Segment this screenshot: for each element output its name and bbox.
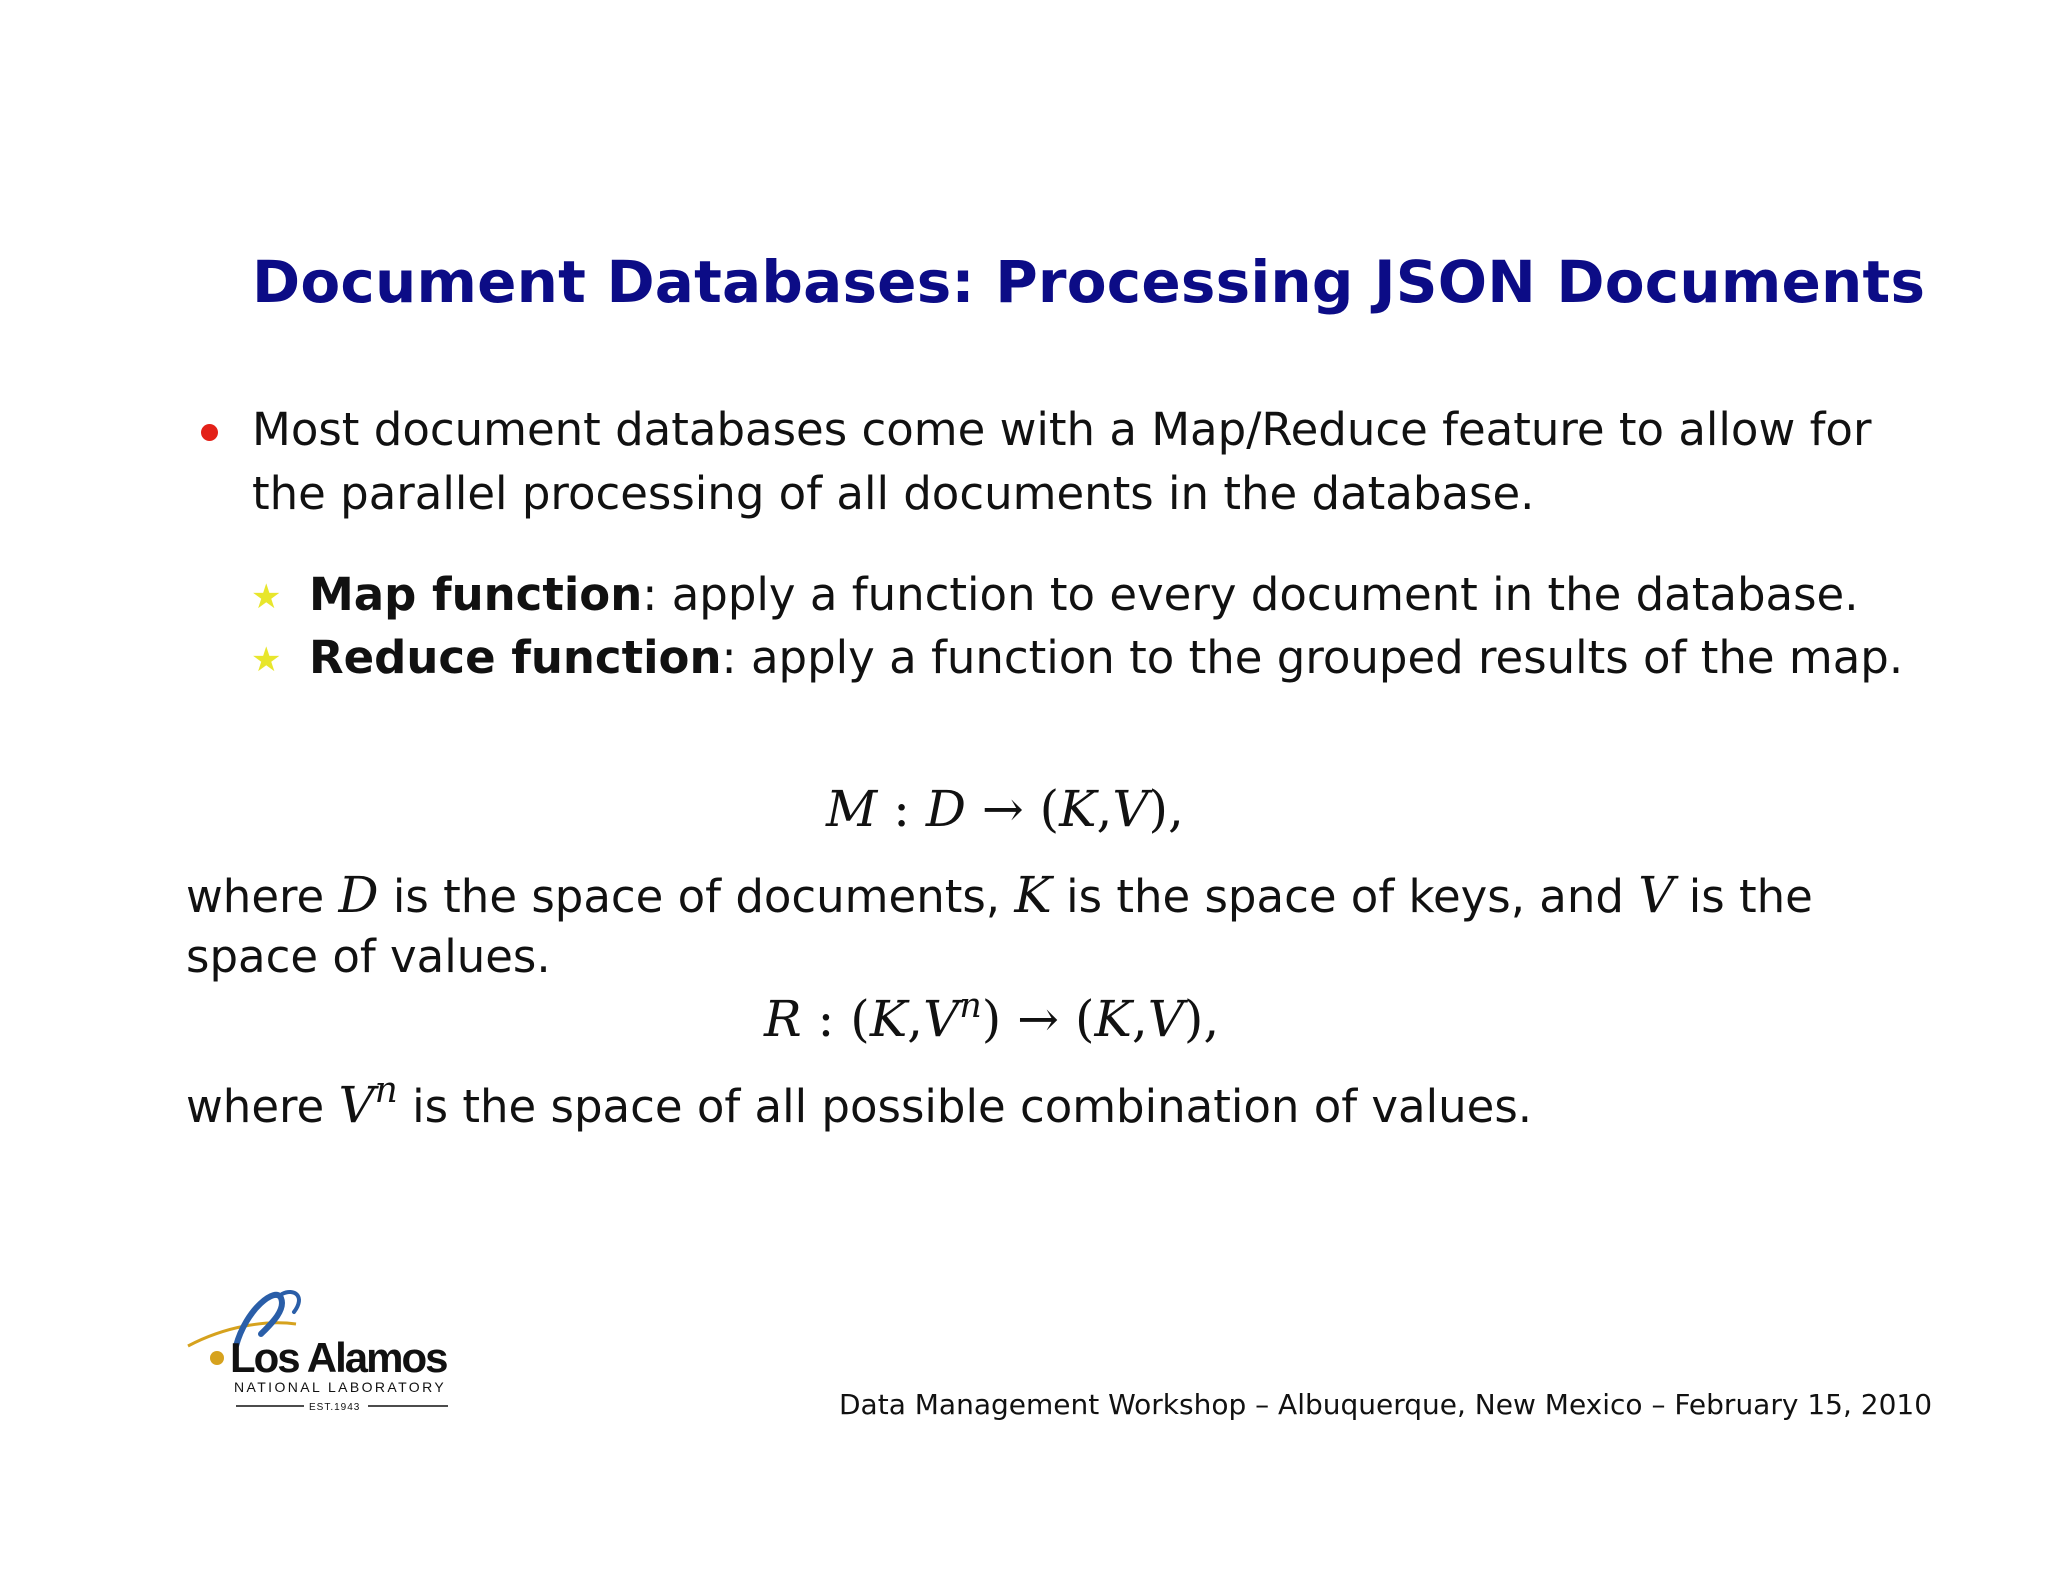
- explanation-text: is the: [1674, 870, 1813, 923]
- eq-symbol: K: [1094, 990, 1132, 1048]
- explanation-text: is the space of documents,: [378, 870, 1015, 923]
- explanation-text: where: [186, 1080, 339, 1133]
- explanation-1-line-1: [186, 866, 1813, 924]
- eq-symbol: ,: [1096, 780, 1113, 838]
- math-symbol: V: [1638, 866, 1675, 924]
- eq-symbol: R: [764, 990, 802, 1048]
- eq-symbol: K: [1059, 780, 1097, 838]
- logo-name: Los Alamos: [230, 1334, 447, 1381]
- math-exponent: n: [374, 1070, 398, 1112]
- eq-symbol: D: [925, 780, 966, 838]
- eq-symbol: ,: [1131, 990, 1148, 1048]
- subbullet-reduce: [309, 631, 1904, 684]
- subbullet-text: : apply a function to the grouped results of the map.: [721, 631, 1904, 684]
- eq-symbol: (: [850, 990, 870, 1048]
- subbullet-term: Map function: [309, 568, 643, 621]
- bullet-dot: [201, 424, 218, 441]
- logo-est: EST.1943: [309, 1402, 361, 1413]
- eq-symbol: ): [981, 990, 1002, 1048]
- explanation-text: is the space of all possible combination of values.: [397, 1080, 1533, 1133]
- eq-symbol: →: [965, 780, 1040, 838]
- eq-symbol: V: [1112, 780, 1149, 838]
- slide-title: Document Databases: Processing JSON Documents: [252, 248, 1926, 316]
- math-symbol: K: [1014, 866, 1052, 924]
- eq-symbol: M: [826, 780, 878, 838]
- footer-text: Data Management Workshop – Albuquerque, New Mexico – February 15, 2010: [839, 1388, 1933, 1421]
- subbullet-text: : apply a function to every document in the database.: [642, 568, 1859, 621]
- bullet-line-2: the parallel processing of all documents in the database.: [252, 467, 1535, 520]
- equation-map: [826, 780, 1184, 838]
- eq-symbol: (: [1039, 780, 1060, 838]
- eq-symbol: ),: [1148, 780, 1184, 838]
- explanation-text: is the space of keys, and: [1051, 870, 1639, 923]
- eq-symbol: K: [869, 990, 908, 1048]
- math-symbol: D: [338, 866, 379, 924]
- eq-symbol: V: [923, 990, 960, 1048]
- explanation-2: [186, 1070, 1533, 1134]
- eq-symbol: :: [801, 990, 851, 1048]
- logo-subtitle: NATIONAL LABORATORY: [234, 1379, 447, 1395]
- subbullet-map: [309, 568, 1859, 621]
- explanation-text: where: [186, 870, 339, 923]
- math-symbol: V: [338, 1076, 375, 1134]
- los-alamos-logo: [186, 1284, 456, 1414]
- subbullet-term: Reduce function: [309, 631, 722, 684]
- equation-reduce: [764, 985, 1220, 1048]
- eq-symbol: ),: [1183, 990, 1220, 1048]
- eq-exponent: n: [959, 985, 982, 1026]
- eq-symbol: ,: [907, 990, 924, 1048]
- eq-symbol: (: [1074, 990, 1095, 1048]
- eq-symbol: :: [877, 780, 926, 838]
- eq-symbol: →: [1001, 990, 1075, 1048]
- star-icon: ★: [251, 577, 282, 617]
- logo-dot: [210, 1351, 224, 1365]
- explanation-1-line-2: space of values.: [186, 930, 551, 983]
- bullet-line-1: Most document databases come with a Map/Reduce feature to allow for: [252, 403, 1872, 456]
- star-icon: ★: [251, 640, 282, 680]
- eq-symbol: V: [1147, 990, 1184, 1048]
